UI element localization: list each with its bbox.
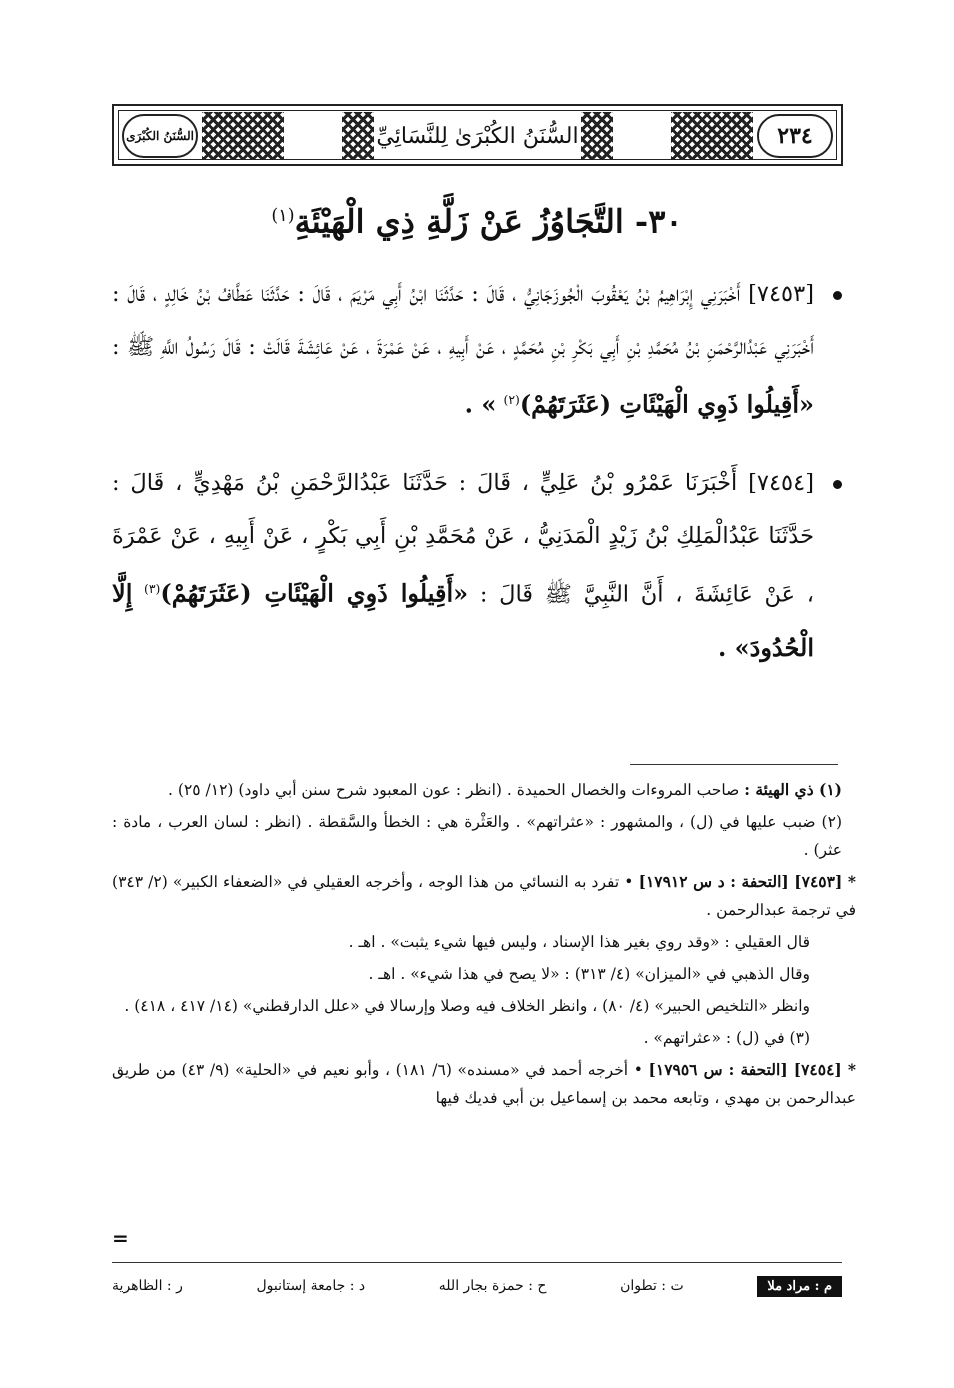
footnote-divider [630, 764, 838, 765]
source-item: د : جامعة إستانبول [256, 1278, 366, 1294]
manuscript-sources [112, 1270, 842, 1302]
header-ornament [202, 112, 284, 160]
bottom-divider [112, 1262, 842, 1263]
takhrij-text: قال العقيلي : «وقد روي بغير هذا الإسناد ، وليس فيها شيء يثبت» . اهـ . [348, 933, 810, 951]
takhrij-text: وانظر «التلخيص الحبير» (٤/ ٨٠) ، وانظر الخلاف فيه وصلا وإرسالا في «علل الدارقطني» (١٤/ ٤١٧ ، ٤١٨) . [124, 997, 810, 1015]
takhrij-line [112, 992, 842, 1020]
footnote-ref: (١) [271, 206, 295, 226]
hadith-isnad: أَخْبَرَنَا عَمْرُو بْنُ عَلِيٍّ ، قَالَ : حَدَّثَنَا عَبْدُالرَّحْمَنِ بْنُ مَهْدِيٍّ ، قَالَ : حَدَّثَنَا عَبْدُالْمَلِكِ بْنُ زَيْدٍ الْمَدَنِيُّ ، عَنْ مُحَمَّدِ بْنِ أَبِي بَكْرٍ ، عَنْ أَبِيهِ ، عَنْ عَمْرَةَ ، عَنْ عَائِشَةَ ، أَنَّ النَّبِيَّ ﷺ قَالَ : [112, 469, 815, 607]
takhrij-head: * [٧٤٥٤] [التحفة : س ١٧٩٥٦] [648, 1060, 856, 1079]
footnote [112, 776, 842, 804]
bullet-icon [833, 480, 842, 489]
footnote-text: صاحب المروءات والخصال الحميدة . (انظر : عون المعبود شرح سنن أبي داود) (١٢/ ٢٥) . [168, 781, 740, 799]
book-logo-text: السُّنَنُ الكُبْرَى [126, 129, 194, 143]
takhrij-line [112, 928, 842, 956]
hadith-number: [٧٤٥٤] [748, 469, 814, 496]
hadith-entry [112, 268, 842, 433]
main-text [112, 268, 842, 676]
source-item: ت : تطوان [620, 1278, 684, 1294]
hadith-isnad: أَخْبَرَنِي إِبْرَاهِيمُ بْنُ يَعْقُوبَ الْجُوزَجَانِيُّ ، قَالَ : حَدَّثَنَا ابْنُ أَبِي مَرْيَمَ ، قَالَ : حَدَّثَنَا عَطَّافُ بْنُ خَالِدٍ ، قَالَ : أَخْبَرَنِي عَبْدُالرَّحْمَنِ بْنُ مُحَمَّدِ بْنِ أَبِي بَكْرِ بْنِ مُحَمَّدٍ ، عَنْ أَبِيهِ ، عَنْ عَمْرَةَ ، عَنْ عَائِشَةَ قَالَتْ : قَالَ رَسُولُ اللَّهِ ﷺ : [112, 281, 814, 360]
takhrij-head: * [٧٤٥٣] [التحفة : د س ١٧٩١٢] [638, 872, 856, 891]
header-ornament [671, 112, 753, 160]
source-item: ر : الظاهرية [112, 1278, 183, 1294]
takhrij-text: وقال الذهبي في «الميزان» (٤/ ٣١٣) : «لا يصح في هذا شيء» . اهـ . [368, 965, 810, 983]
page-number-cartouche [757, 114, 833, 158]
book-logo [122, 114, 198, 158]
footnotes [112, 776, 856, 1116]
takhrij-text: • أخرجه أحمد في «مسنده» (٦/ ١٨١) ، وأبو نعيم في «الحلية» (٩/ ٤٣) من طريق عبدالرحمن بن مهدي ، وتابعه محمد بن إسماعيل بن أبي فديك فيها [112, 1061, 856, 1107]
footnote-text: (٢) ضبب عليها في (ل) ، والمشهور : «عثراتهم» . والعَثْرة هي : الخطأ والسَّقطة . (انظر : لسان العرب ، مادة : عثر) . [112, 813, 842, 859]
footnote-ref: (٣) [144, 581, 161, 596]
hadith-ending: إِلَّا الْحُدُودَ» . [112, 578, 814, 662]
takhrij-note [112, 868, 856, 924]
takhrij-line [112, 960, 842, 988]
page-number: ٢٣٤ [777, 123, 813, 149]
page-header [112, 104, 843, 166]
source-item: ح : حمزة بجار الله [438, 1278, 547, 1294]
chapter-title-text: ٣٠- التَّجَاوُزُ عَنْ زَلَّةِ ذِي الْهَيْئَةِ [294, 202, 683, 241]
takhrij-note [112, 1056, 856, 1112]
running-title: السُّنَنُ الكُبْرَىٰ لِلنَّسَائِيِّ [376, 123, 579, 149]
chapter-title [120, 186, 834, 246]
bullet-icon [833, 291, 842, 300]
footnote [112, 808, 842, 864]
takhrij-text: • تفرد به النسائي من هذا الوجه ، وأخرجه العقيلي في «الضعفاء الكبير» (٢/ ٣٤٣) في ترجمة عبدالرحمن . [112, 873, 856, 919]
source-badge: م : مراد ملا [757, 1276, 842, 1297]
header-ornament [581, 112, 613, 160]
hadith-ending: » . [464, 389, 497, 419]
continuation-mark: = [112, 1226, 129, 1250]
footnote-ref: (٢) [503, 393, 520, 407]
footnote-text: (٣) في (ل) : «عثراتهم» . [643, 1029, 810, 1047]
hadith-matn: «أَقِيلُوا ذَوِي الْهَيْئَاتِ (عَثَرَتَهُمْ) [519, 389, 814, 419]
footnote [112, 1024, 842, 1052]
footnote-head: (١) ذي الهيئة : [744, 780, 842, 799]
header-ornament [342, 112, 374, 160]
hadith-entry [112, 457, 842, 677]
hadith-matn: «أَقِيلُوا ذَوِي الْهَيْئَاتِ (عَثَرَتَهُمْ) [160, 578, 469, 607]
hadith-number: [٧٤٥٣] [748, 281, 815, 307]
